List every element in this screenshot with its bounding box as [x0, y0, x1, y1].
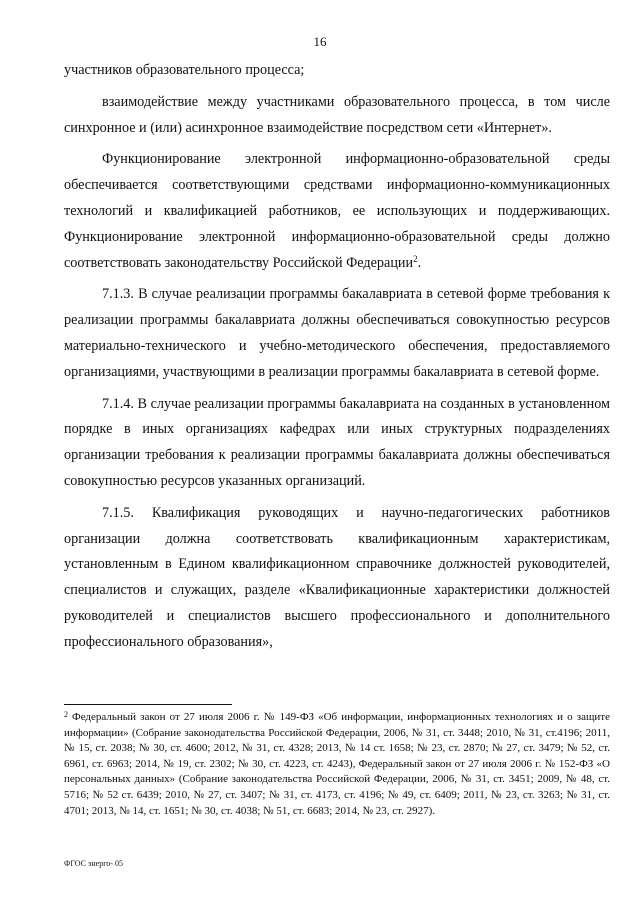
paragraph-3-text: Функционирование электронной информационно-образовательной среды обеспечивается соответствующими средствами информационно-коммуникационных технологий и квалификацией работников, ее использующих и поддерживающих. Функционирование электронной информационно-образовательной среды должно соответствовать законодательству Российской Федерации [64, 151, 610, 271]
paragraph-3: Функционирование электронной информационно-образовательной среды обеспечивается соответствующими средствами информационно-коммуникационных технологий и квалификацией работников, ее использующих и поддерживающих. Функционирование электронной информационно-образовательной среды должно соответствовать законодательству Российской Федерации$^2$. [64, 151, 610, 271]
footnote-reference: 2 [413, 253, 418, 264]
paragraph-2: взаимодействие между участниками образовательного процесса, в том числе синхронное и (или) асинхронное взаимодействие посредством сети «Интернет». [64, 93, 610, 136]
footnote-separator [64, 704, 232, 705]
page-number: 16 [313, 34, 327, 49]
footnote-mark: 2 [64, 710, 68, 719]
paragraph-7-1-3: 7.1.3. В случае реализации программы бакалавриата в сетевой форме требования к реализации программы бакалавриата должны обеспечиваться совокупностью ресурсов материально-технического и учебно-методического обеспечения, предоставляемого организациями, участвующими в реализации программы бакалавриата в сетевой форме. [64, 286, 610, 380]
document-code: ФГОС энерго- 05 [64, 859, 123, 868]
footnote [64, 710, 610, 819]
footnote-text: Федеральный закон от 27 июля 2006 г. № 149-ФЗ «Об информации, информационных технологиях и о защите информации» (Собрание законодательства Российской Федерации, 2006, № 31, ст. 3448; 2010, № 31, ст.4196; 2011, № 15, ст. 2038; № 30, ст. 4600; 2012, № 31, ст. 4328; 2013, № 14 ст. 1658; № 23, ст. 2870; № 27, ст. 3479; № 52, ст. 6961, ст. 6963; 2014, № 19, ст. 2302; № 30, ст. 4223, ст. 4243), Федеральный закон от 27 июля 2006 г. № 152-ФЗ «О персональных данных» (Собрание законодательства Российской Федерации, 2006, № 31, ст. 3451; 2009, № 48, ст. 5716; № 52 ст. 6439; 2010, № 27, ст. 3407; № 31, ст. 4173, ст. 4196; № 49, ст. 6409; 2011, № 23, ст. 3263; № 31, ст. 4701; 2013, № 14, ст. 1651; № 30, ст. 4038; № 51, ст. 6683; 2014, № 23, ст. 2927). [64, 711, 610, 817]
paragraph-7-1-4: 7.1.4. В случае реализации программы бакалавриата на созданных в установленном порядке в иных организациях кафедрах или иных структурных подразделениях организации требования к реализации программы бакалавриата должны обеспечиваться совокупностью ресурсов указанных организаций. [64, 395, 610, 489]
paragraph-1: участников образовательного процесса; [64, 62, 305, 78]
main-text [64, 58, 610, 656]
paragraph-7-1-5: 7.1.5. Квалификация руководящих и научно-педагогических работников организации должна соответствовать квалификационным характеристикам, установленным в Едином квалификационном справочнике должностей руководителей, специалистов и служащих, разделе «Квалификационные характеристики должностей руководителей и специалистов высшего профессионального и дополнительного профессионального образования», [64, 504, 610, 650]
